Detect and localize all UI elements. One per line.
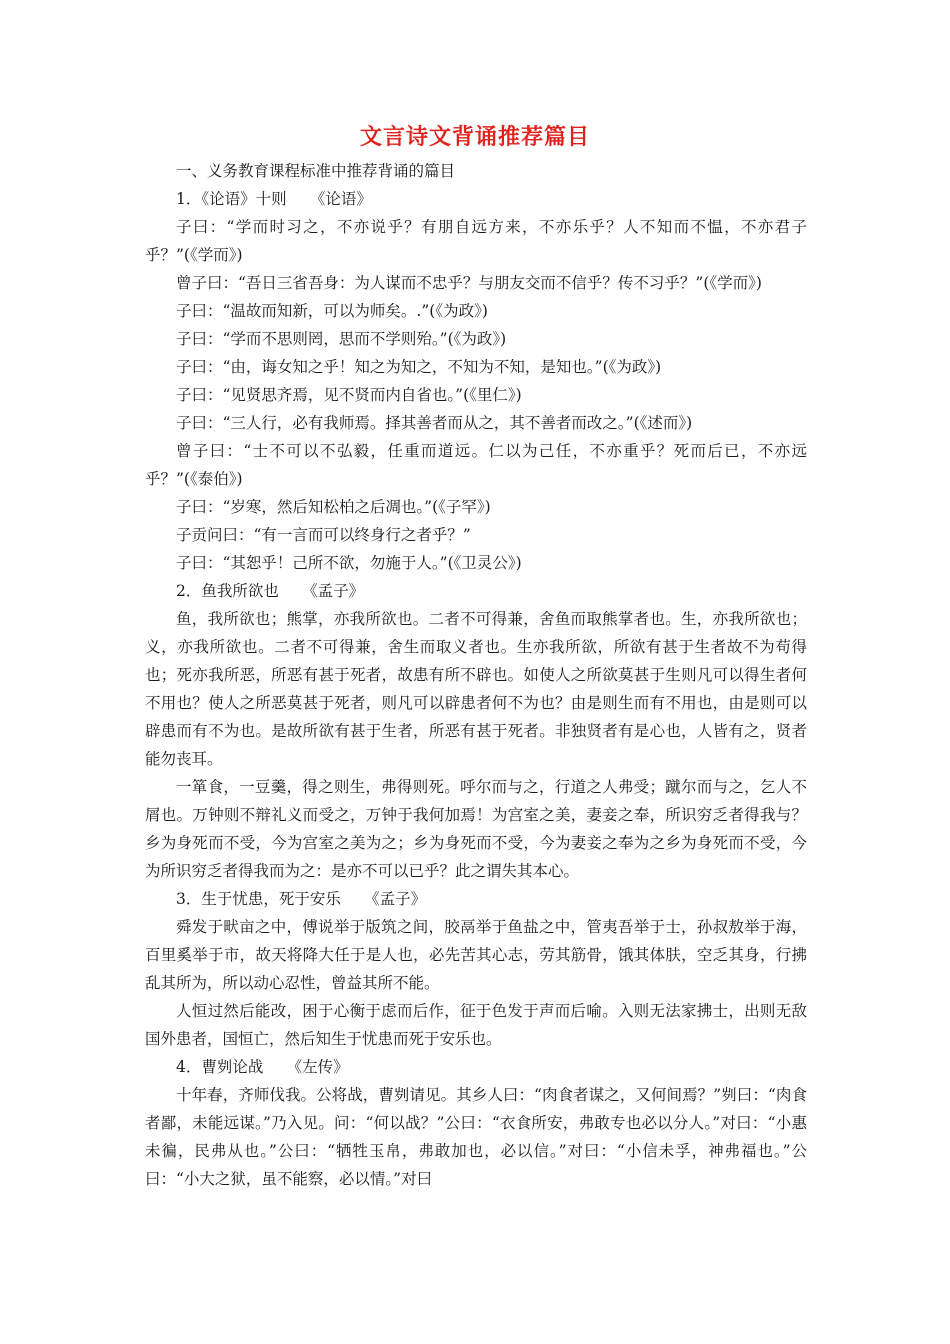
paragraph: 子曰：“三人行，必有我师焉。择其善者而从之，其不善者而改之。”(《述而》) [176,414,693,432]
paragraph: 人恒过然后能改，困于心衡于虑而后作，征于色发于声而后喻。入则无法家拂士，出则无敌国外患者，国恒亡，然后知生于忧患而死于安乐也。 [145,1002,807,1048]
document-body [145,157,807,1193]
paragraph: 子曰：“温故而知新，可以为师矣。.”(《为政》) [176,302,488,320]
paragraph: 舜发于畎亩之中，傅说举于版筑之间，胶鬲举于鱼盐之中，管夷吾举于士，孙叔敖举于海，百里奚举于市，故天将降大任于是人也，必先苦其心志，劳其筋骨，饿其体肤，空乏其身，行拂乱其所为，所以动心忍性，曾益其所不能。 [145,918,807,992]
paragraph: 子曰：“学而时习之，不亦说乎？有朋自远方来，不亦乐乎？人不知而不愠，不亦君子乎？”(《学而》) [145,218,807,264]
section-heading: 一、义务教育课程标准中推荐背诵的篇目 [176,162,456,180]
paragraph: 鱼，我所欲也；熊掌，亦我所欲也。二者不可得兼，舍鱼而取熊掌者也。生，亦我所欲也；义，亦我所欲也。二者不可得兼，舍生而取义者也。生亦我所欲，所欲有甚于生者故不为苟得也；死亦我所恶，所恶有甚于死者，故患有所不辟也。如使人之所欲莫甚于生则凡可以得生者何不用也？使人之所恶莫甚于死者，则凡可以辟患者何不为也？由是则生而有不用也，由是则可以辟患而有不为也。是故所欲有甚于生者，所恶有甚于死者。非独贤者有是心也，人皆有之，贤者能勿丧耳。 [145,610,807,768]
paragraph: 子曰：“见贤思齐焉，见不贤而内自省也。”(《里仁》) [176,386,522,404]
page-title: 文言诗文背诵推荐篇目 [359,125,590,150]
item-heading: 4．曹刿论战 《左传》 [176,1058,349,1076]
item-heading: 1．《论语》十则 《论语》 [176,190,372,208]
paragraph: 一箪食，一豆羹，得之则生，弗得则死。呼尔而与之，行道之人弗受；蹴尔而与之，乞人不屑也。万钟则不辩礼义而受之，万钟于我何加焉！为宫室之美，妻妾之奉，所识穷乏者得我与？乡为身死而不受，今为宫室之美为之；乡为身死而不受，今为妻妾之奉为之乡为身死而不受，今为所识穷乏者得我而为之：是亦不可以已乎？此之谓失其本心。 [145,778,807,880]
paragraph: 子曰：“其恕乎！己所不欲，勿施于人。”(《卫灵公》) [176,554,522,572]
paragraph: 子曰：“岁寒，然后知松柏之后凋也。”(《子罕》) [176,498,491,516]
paragraph: 子贡问曰：“有一言而可以终身行之者乎？” [176,526,471,544]
paragraph: 曾子曰：“士不可以不弘毅，任重而道远。仁以为己任，不亦重乎？死而后已，不亦远乎？”(《泰伯》) [145,442,807,488]
paragraph: 十年春，齐师伐我。公将战，曹刿请见。其乡人曰：“肉食者谋之，又何间焉？”刿曰：“肉食者鄙，未能远谋。”乃入见。问：“何以战？”公曰：“衣食所安，弗敢专也必以分人。”对曰：“小惠未徧，民弗从也。”公曰：“牺牲玉帛，弗敢加也，必以信。”对曰：“小信未孚，神弗福也。”公曰：“小大之狱，虽不能察，必以情。”对曰 [145,1086,807,1188]
item-heading: 3．生于忧患，死于安乐 《孟子》 [176,890,427,908]
item-heading: 2．鱼我所欲也 《孟子》 [176,582,365,600]
paragraph: 子曰：“由，诲女知之乎！知之为知之，不知为不知，是知也。”(《为政》) [176,358,662,376]
paragraph: 子曰：“学而不思则罔，思而不学则殆。”(《为政》) [176,330,507,348]
paragraph: 曾子曰：“吾日三省吾身：为人谋而不忠乎？与朋友交而不信乎？传不习乎？”(《学而》) [176,274,762,292]
